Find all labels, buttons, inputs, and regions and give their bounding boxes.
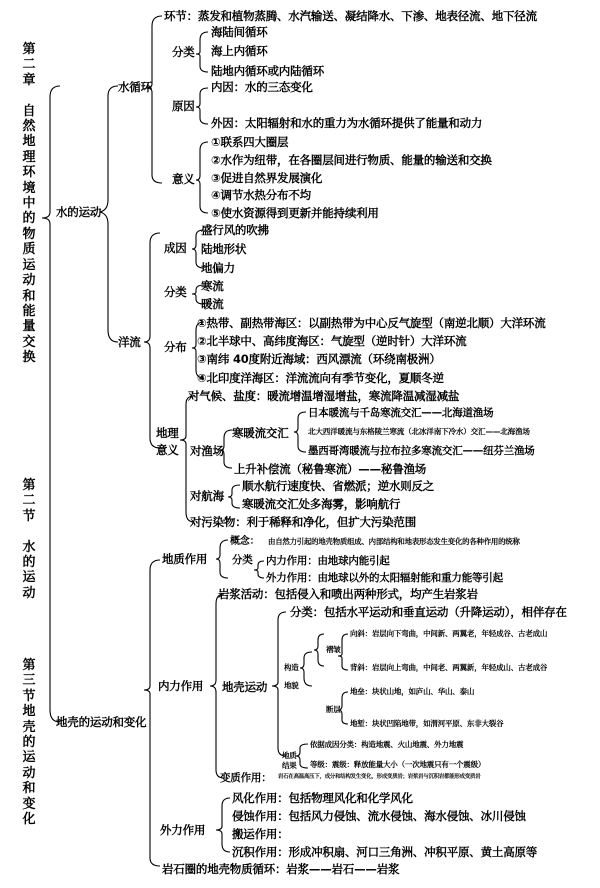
metamorphism-text: 岩石在高温高压下，成分和结构发生变化，形成变质岩；岩浆岩与沉积岩都能形成变质岩 — [278, 774, 481, 780]
ocean-dist-0: ①热带、副热带海区：以副热带为中心反气旋型（南逆北顺）大洋环流 — [197, 316, 546, 330]
anticline-text: 岩层向上弯曲，中间老、两翼新，年轻成山、古老成谷 — [372, 663, 548, 672]
syncline-label: 向斜： — [350, 629, 372, 638]
vertical-title-part1-char: 中 — [22, 196, 36, 212]
vertical-title-part2-char: 二 — [22, 493, 36, 509]
ocean-fishery-2: 墨西哥湾暖流与拉布拉多寒流交汇——纽芬兰渔场 — [308, 445, 535, 457]
vertical-title-part1-char: 和 — [22, 288, 36, 304]
weathering: 风化作用：包括物理风化和化学风化 — [232, 791, 413, 805]
water-cycle-meaning-2: ③促进自然界发展演化 — [211, 171, 323, 185]
vertical-title-part2-char: 第 — [22, 478, 36, 493]
vertical-title-part1-char: 环 — [22, 165, 36, 181]
vertical-title-3 — [22, 658, 36, 827]
vertical-title-part2-char: 的 — [22, 555, 36, 571]
magma-activity: 岩浆活动：包括侵入和喷出两种形式，均产生岩浆岩 — [218, 587, 478, 601]
results-label: 结果 — [282, 761, 297, 770]
vertical-title-part3-char: 地 — [22, 704, 36, 720]
geo-action-concept-label: 概念： — [230, 536, 260, 547]
water-cycle-links: 环节：蒸发和植物蒸腾、水汽输送、凝结降水、下渗、地表径流、地下径流 — [164, 9, 537, 23]
water-cycle-meaning-3: ④调节水热分布不均 — [211, 188, 311, 202]
water-cycle-meaning-label: 意义 — [172, 172, 195, 186]
ocean-cause-1: 陆地形状 — [201, 242, 247, 256]
vertical-title-part1-char: 章 — [22, 72, 36, 88]
vertical-title-part1-char: 自 — [22, 103, 36, 119]
vertical-title — [22, 42, 36, 366]
ocean-pollution: 对污染物：利于稀释和净化，但扩大污染范围 — [190, 515, 416, 529]
water-cycle-cause-label: 原因 — [172, 99, 195, 113]
vertical-title-part1 — [22, 42, 36, 366]
ocean-dist-2: ③南纬 40度附近海域：西风漂流（环绕南极洲） — [197, 352, 441, 366]
vertical-title-2 — [22, 478, 36, 601]
ocean-current-label: 洋流 — [118, 335, 141, 349]
water-cycle-type-0: 海陆间循环 — [211, 25, 268, 39]
geo-action-concept-text: 由自然力引起的地壳物质组成、内部结构和地表形态发生变化的各种作用的统称 — [268, 537, 520, 546]
vertical-title-part2 — [22, 478, 36, 601]
anticline-label: 背斜： — [350, 663, 372, 672]
vertical-title-part1-char: 量 — [22, 319, 36, 335]
vertical-title-part1-char: 二 — [22, 57, 36, 73]
vertical-title-part3-char: 节 — [22, 688, 36, 704]
vertical-title-part1-char: 理 — [22, 149, 36, 165]
geo-action-external: 外力作用：由地球以外的太阳辐射能和重力能等引起 — [266, 572, 503, 584]
ocean-mix-label: 寒暖流交汇 — [232, 426, 289, 440]
vertical-title-part3-char: 壳 — [22, 719, 36, 735]
vertical-title-part1-char: 动 — [22, 273, 36, 289]
vertical-title-part3-char: 的 — [22, 735, 36, 751]
structure-label-1: 构造 — [284, 663, 299, 672]
movement-types: 分类：包括水平运动和垂直运动（升降运动），相伴存在 — [290, 605, 567, 619]
water-cycle-meaning-0: ①联系四大圈层 — [211, 135, 289, 149]
block-text: 块状山地，如庐山、华山、泰山 — [372, 687, 475, 696]
metamorphism-label: 变质作用： — [220, 772, 272, 784]
water-cycle-meaning-4: ⑤使水资源得到更新并能持续利用 — [211, 206, 379, 220]
ocean-type-1: 暖流 — [201, 297, 224, 311]
deposition: 沉积作用：形成冲积扇、河口三角洲、冲积平原、黄土高原等 — [232, 845, 538, 859]
vertical-title-part3-char: 运 — [22, 750, 36, 766]
erosion: 侵蚀作用：包括风力侵蚀、流水侵蚀、海水侵蚀、冰川侵蚀 — [232, 809, 526, 823]
ocean-dist-1: ②北半球中、高纬度海区：气旋型（逆时针）大洋环流 — [197, 334, 467, 348]
water-cycle-label: 水循环 — [118, 80, 152, 94]
ocean-geo-meaning-label-2: 意义 — [156, 443, 179, 457]
vertical-title-part1-char: 境 — [22, 180, 36, 196]
vertical-title-part1-char: 运 — [22, 257, 36, 273]
ocean-dist-3: ④北印度洋海区：洋流流向有季节变化，夏顺冬逆 — [197, 371, 444, 385]
vertical-title-part3-char: 第 — [22, 658, 36, 673]
vertical-title-part1-char: 质 — [22, 242, 36, 258]
vertical-title-part3-char: 动 — [22, 765, 36, 781]
water-cycle-types-label: 分类 — [172, 45, 195, 59]
vertical-title-part3-char: 和 — [22, 781, 36, 797]
vertical-title-part2-char: 节 — [22, 508, 36, 524]
vertical-title-part3-char: 变 — [22, 796, 36, 812]
ocean-navigation-0: 顺水航行速度快、省燃派；逆水则反之 — [242, 479, 435, 493]
vertical-title-part2-char — [22, 524, 36, 539]
ocean-cause-label: 成因 — [164, 241, 187, 255]
external-force-label: 外力作用 — [160, 823, 206, 837]
ocean-navigation-label: 对航海 — [190, 489, 224, 503]
vertical-title-part1-char — [22, 88, 36, 103]
water-bracket — [100, 86, 118, 342]
ocean-geo-meaning-label-1: 地理 — [156, 426, 179, 440]
crust-motion-label: 地壳的运动和变化 — [56, 715, 147, 729]
vertical-title-part1-char: 地 — [22, 134, 36, 150]
root-bracket — [42, 86, 60, 722]
ocean-fishery-1: 北大西洋暖流与东格陵兰寒流（北冰洋南下冷水）交汇——北海渔场 — [308, 427, 530, 436]
ocean-upwelling: 上升补偿流（秘鲁寒流）——秘鲁渔场 — [234, 462, 427, 476]
vertical-title-part1-char: 然 — [22, 119, 36, 135]
vertical-title-part1-char: 交 — [22, 334, 36, 350]
ocean-types-label: 分类 — [164, 285, 187, 299]
ocean-fishery-0: 日本暖流与千岛寒流交汇——北海道渔场 — [308, 407, 494, 419]
vertical-title-part1-char: 第 — [22, 42, 36, 57]
graben-label: 地堑： — [350, 719, 372, 728]
crust-movement-label: 地壳运动 — [222, 680, 268, 694]
vertical-title-part3 — [22, 658, 36, 827]
ocean-type-0: 寒流 — [201, 279, 224, 293]
water-cycle-cause-external: 外因：太阳辐射和水的重力为水循环提供了能量和动力 — [211, 116, 483, 130]
block-label: 地垒： — [350, 687, 372, 696]
fold-label: 褶皱 — [326, 645, 341, 654]
results-1: 依据成因分类：构造地震、火山地震、外力地震 — [310, 740, 464, 749]
ocean-dist-label: 分布 — [164, 340, 187, 354]
water-cycle-cause-internal: 内因：水的三态变化 — [211, 80, 313, 94]
ocean-cause-0: 盛行风的吹拂 — [201, 223, 269, 237]
water-cycle-type-1: 海上内循环 — [211, 44, 268, 58]
water-cycle-meaning-1: ②水作为纽带，在各圈层间进行物质、能量的输送和交换 — [211, 153, 492, 167]
vertical-title-part3-char: 三 — [22, 673, 36, 689]
vertical-title-part1-char: 的 — [22, 211, 36, 227]
ocean-climate: 对气候、盐度：暖流增温增湿增盐，寒流降温减湿减盐 — [188, 389, 460, 403]
ocean-fishery-label: 对渔场 — [190, 444, 224, 458]
vertical-title-part3-char: 化 — [22, 812, 36, 828]
ocean-cause-2: 地偏力 — [201, 261, 235, 275]
internal-force-label: 内力作用 — [158, 679, 204, 693]
result-label: 地质 — [282, 751, 297, 760]
rock-cycle: 岩石圈的地壳物质循环：岩浆——岩石——岩浆 — [162, 862, 400, 876]
vertical-title-part1-char: 物 — [22, 226, 36, 242]
geo-action-internal: 内力作用：由地球内能引起 — [266, 555, 390, 567]
graben-text: 块状凹陷地带，如渭河平原、东非大裂谷 — [372, 719, 504, 728]
vertical-title-part2-char: 水 — [22, 539, 36, 555]
vertical-title-part2-char: 动 — [22, 585, 36, 601]
vertical-title-part1-char: 能 — [22, 303, 36, 319]
transport: 搬运作用： — [232, 827, 289, 841]
geo-action-label: 地质作用 — [162, 552, 208, 566]
ocean-navigation-1: 寒暖流交汇处多海雾，影响航行 — [242, 497, 401, 511]
water-cycle-type-2: 陆地内循环或内陆循环 — [211, 64, 324, 78]
fault-label: 断层 — [326, 705, 341, 714]
vertical-title-part1-char: 换 — [22, 350, 36, 366]
structure-label-2: 地貌 — [284, 681, 299, 690]
geo-action-classify: 分类 — [232, 554, 253, 566]
water-motion-label: 水的运动 — [56, 205, 102, 219]
results-2: 等级：震级：释放能量大小（一次地震只有一个震级） — [310, 760, 486, 769]
syncline-text: 岩层向下弯曲，中间新、两翼老，年轻成谷、古老成山 — [372, 629, 548, 638]
vertical-title-part2-char: 运 — [22, 570, 36, 586]
